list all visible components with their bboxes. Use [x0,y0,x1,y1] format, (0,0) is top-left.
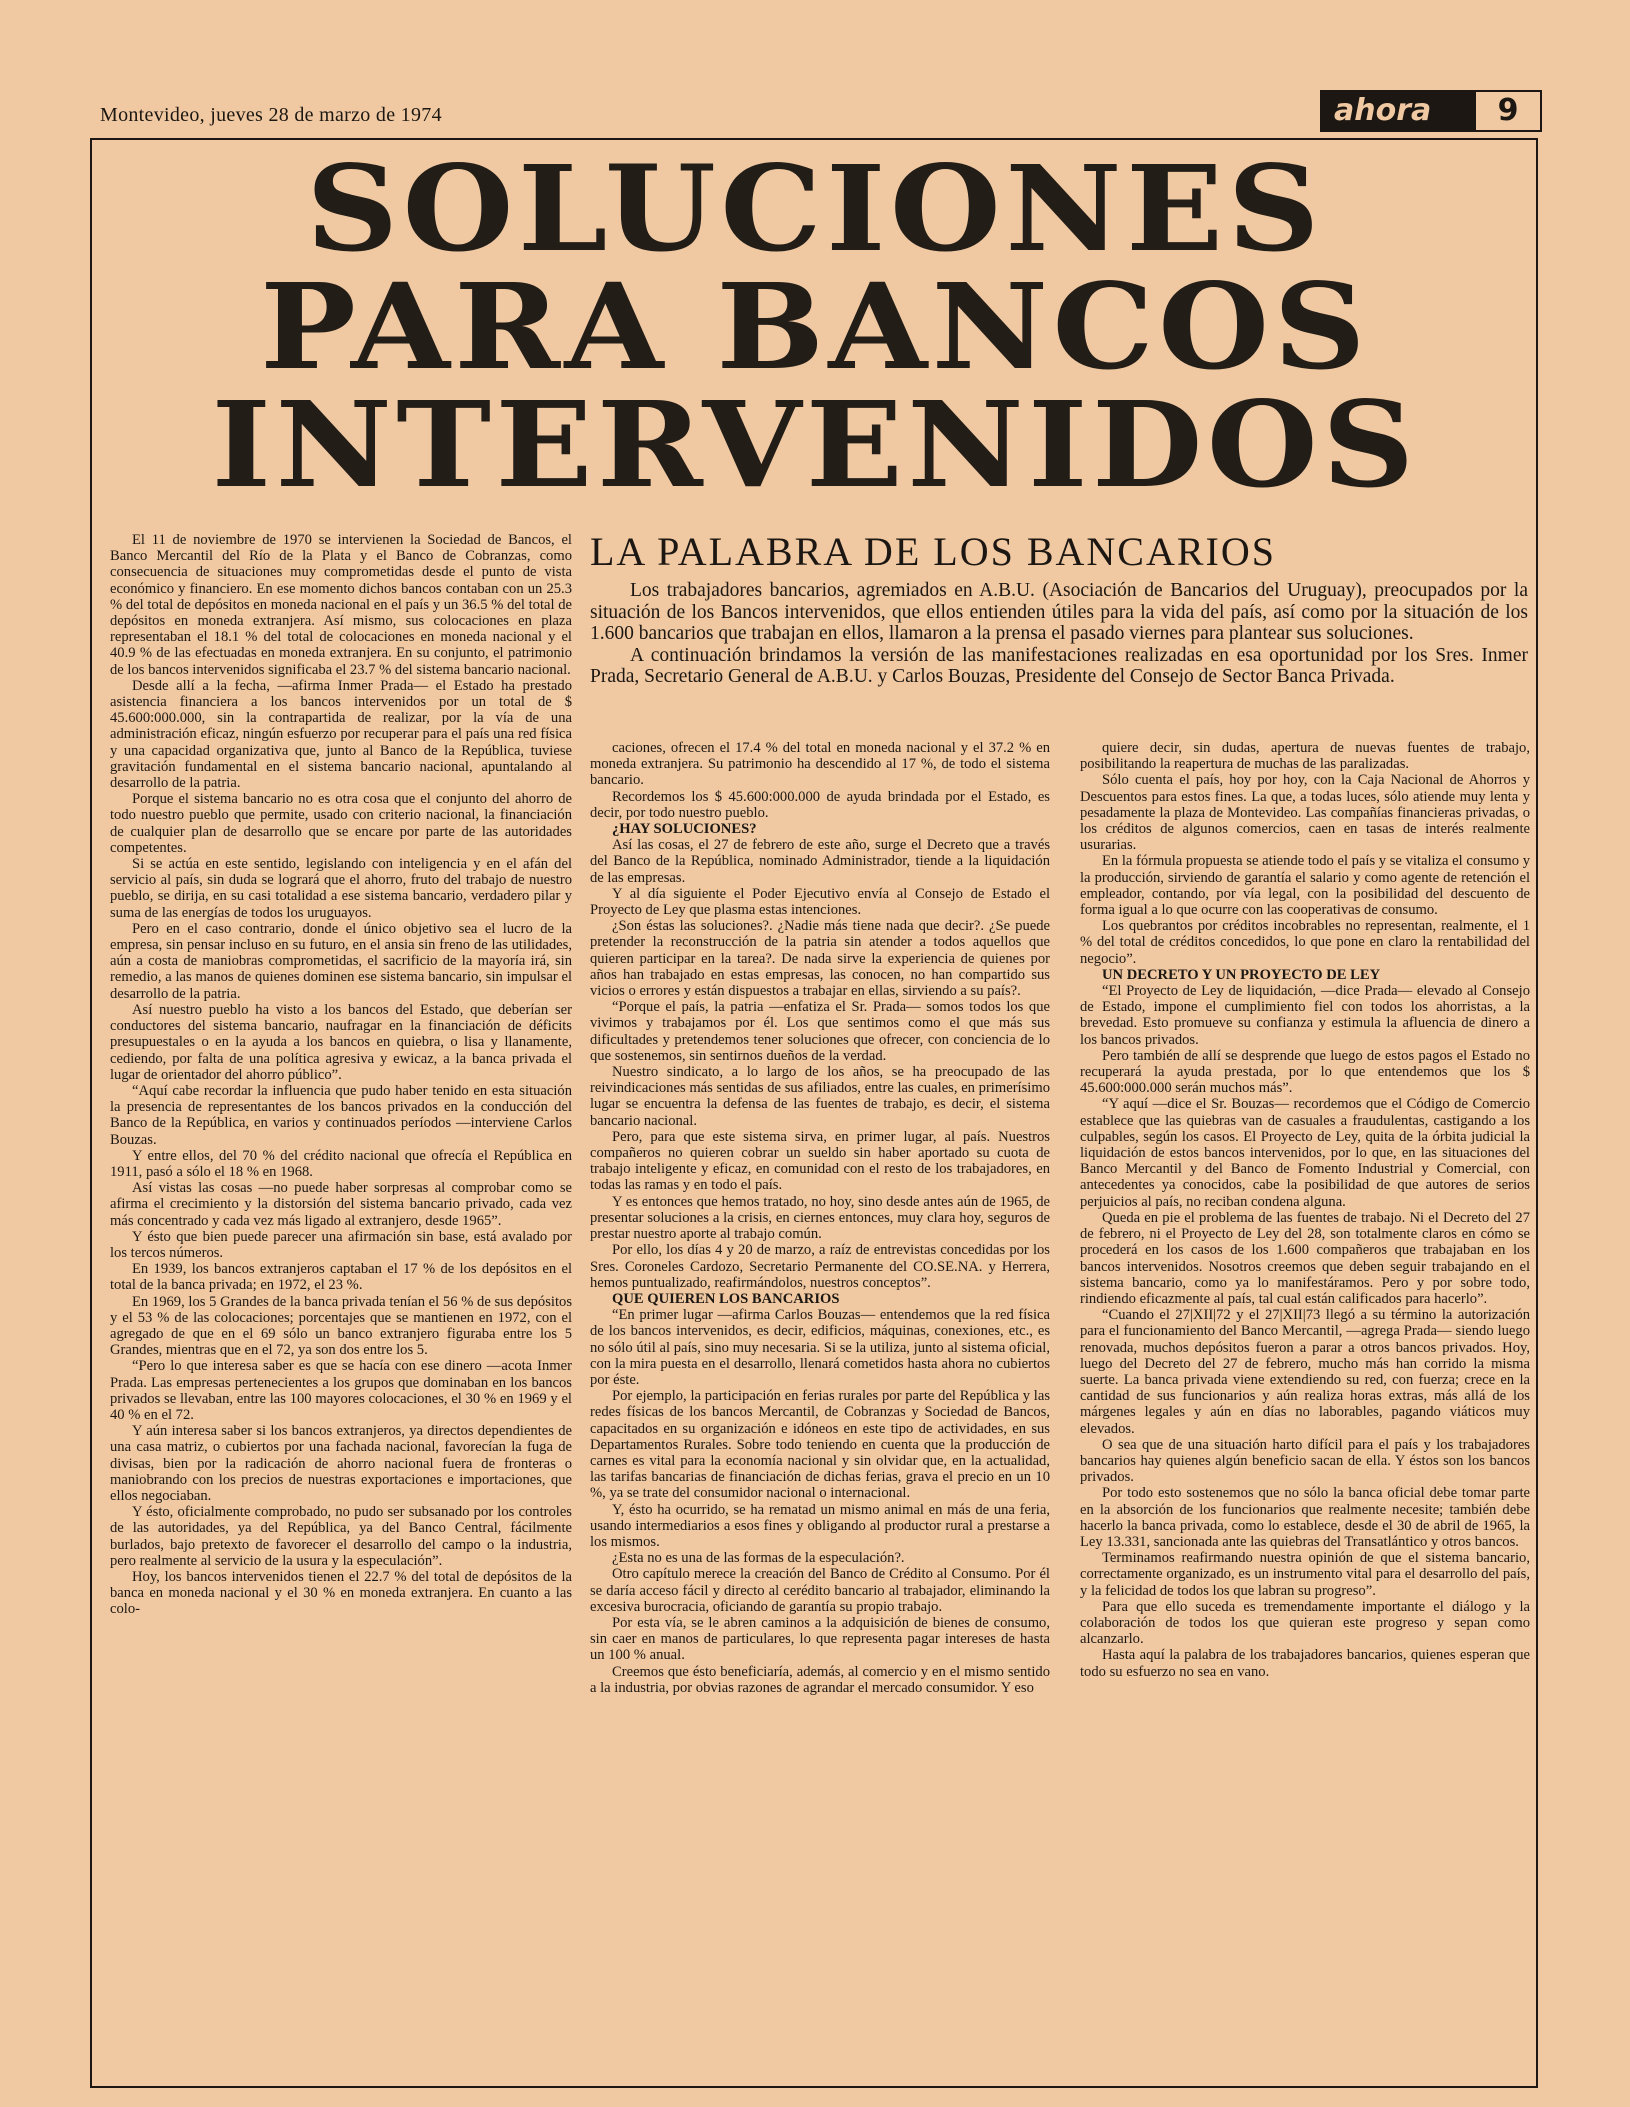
intro-paragraph: A continuación brindamos la versión de las manifestaciones realizadas en esa oportunidad por los Sres. Inmer Prada, Secretario General de A.B.U. y Carlos Bouzas, Presidente del Consejo de Sector Banca Privada. [590,644,1528,687]
section-heading: QUE QUIEREN LOS BANCARIOS [612,1290,840,1307]
article-paragraph: Pero también de allí se desprende que luego de estos pagos el Estado no recuperará la ayuda prestada, por lo que entendemos que los $ 45.600:000.000 serán muchos más”. [1080,1047,1530,1097]
article-paragraph: “Porque el país, la patria —enfatiza el Sr. Prada— somos todos los que vivimos y trabajamos por él. Los que sentimos como el que más sus dificultades y pretendemos tener soluciones que ofrecer, con conciencia de lo que sostenemos, sin sentirnos dueños de la verdad. [590,999,1050,1064]
article-paragraph: “Pero lo que interesa saber es que se hacía con ese dinero —acota Inmer Prada. Las empresas pertenecientes a los grupos que dominaban en los bancos privados se llevaban, entre las 100 mayores colocaciones, el 30 % en 1969 y el 40 % en el 72. [110,1358,572,1423]
article-paragraph: quiere decir, sin dudas, apertura de nuevas fuentes de trabajo, posibilitando la reapertura de muchas de las paralizadas. [1080,740,1530,773]
headline-line: SOLUCIONES [306,139,1324,278]
section-heading: UN DECRETO Y UN PROYECTO DE LEY [1102,966,1381,983]
article-paragraph: Así nuestro pueblo ha visto a los bancos del Estado, que deberían ser conductores del sistema bancario, naufragar en la financiación de déficits presupuestales o en la ayuda a los bancos en quiebra, o lisa y llanamente, cediendo, por falta de una política agresiva y ewicaz, a la banca privada el lugar de orientador del ahorro público”. [110,1001,572,1083]
masthead [1320,90,1542,132]
article-paragraph: Y, ésto ha ocurrido, se ha rematad un mismo animal en más de una feria, usando intermediarios a esos fines y obligando al productor rural a prestarse a los mismos. [590,1501,1050,1550]
article-paragraph: Hasta aquí la palabra de los trabajadores bancarios, quienes esperan que todo su esfuerzo no sea en vano. [1080,1647,1530,1680]
article-paragraph: Y es entonces que hemos tratado, no hoy, sino desde antes aún de 1965, de presentar soluciones a la crisis, en ciernes entonces, muy clara hoy, seguros de prestar nuestro aporte al trabajo común. [590,1193,1050,1243]
article-paragraph: Y ésto, oficialmente comprobado, no pudo ser subsanado por los controles de las autoridades, ya del República, ya del Banco Central, fácilmente burlados, bajo pretexto de favorecer el desarrollo del campo o la industria, pero realmente al servicio de la usura y la especulación”. [110,1504,572,1569]
article-paragraph: Pero, para que este sistema sirva, en primer lugar, al país. Nuestros compañeros no quieren cobrar un sueldo sin haber aportado su cuota de trabajo inteligente y eficaz, en comunidad con el resto de los trabajadores, en todas las ramas y en todo el país. [590,1128,1050,1194]
article-paragraph: O sea que de una situación harto difícil para el país y los trabajadores bancarios hay quienes algún beneficio sacan de ella. Y éstos son los bancos privados. [1080,1436,1530,1486]
article-paragraph: Porque el sistema bancario no es otra cosa que el conjunto del ahorro de todo nuestro pueblo que permite, usado con criterio nacional, la financiación de cualquier plan de desarrollo que se encare por parte de las autoridades competentes. [110,791,572,856]
dateline: Montevideo, jueves 28 de marzo de 1974 [100,104,442,126]
article-paragraph: Y al día siguiente el Poder Ejecutivo envía al Consejo de Estado el Proyecto de Ley que plasma estas intenciones. [590,885,1050,919]
article-paragraph: Otro capítulo merece la creación del Banco de Crédito al Consumo. Por él se daría acceso fácil y directo al cerédito bancario al trabajador, eliminando la excesiva burocracia, oficiando de garantía su propio trabajo. [590,1566,1050,1615]
article-paragraph: “Y aquí —dice el Sr. Bouzas— recordemos que el Código de Comercio establece que las quiebras van de casuales a fraudulentas, castigando a los culpables, según los casos. El Proyecto de Ley, quita de la órbita judicial la liquidación de estos bancos intervenidos, por lo que, en las situaciones del Banco Mercantil y del Banco de Fomento Industrial y Comercial, con antecedentes ya conocidos, cabe la posibilidad de que autores de serios perjuicios al país, no reciban condena alguna. [1080,1096,1530,1210]
article-paragraph: Por ejemplo, la participación en ferias rurales por parte del República y las redes físicas de los bancos Mercantil, de Cobranzas y Sociedad de Bancos, capacitados en su organización e idóneos en este tipo de actividades, en sus Departamentos Rurales. Sobre todo teniendo en cuenta que la producción de carnes es vital para la economía nacional y sin olvidar que, en la actualidad, las tarifas bancarias de financiación de dichas ferias, grava el precio en un 10 %, ya se trate del consumidor nacional o internacional. [590,1388,1050,1502]
article-paragraph: Queda en pie el problema de las fuentes de trabajo. Ni el Decreto del 27 de febrero, ni el Proyecto de Ley del 28, son totalmente claros en cómo se procederá en los casos de los 1.600 compañeros que trabajaban en los bancos intervenidos. Nosotros creemos que deben seguir trabajando en el sistema bancario, como ya lo manifestáramos. Pero y por sobre todo, rindiendo eficazmente al país, tal cual están calificados para hacerlo”. [1080,1209,1530,1307]
article-paragraph: Sólo cuenta el país, hoy por hoy, con la Caja Nacional de Ahorros y Descuentos para estos fines. La que, a todas luces, sólo atiende muy lenta y pesadamente la plaza de Montevideo. Las compañías financieras privadas, o los créditos de algunos comercios, caen en tasas de interés realmente usurarias. [1080,772,1530,854]
article-paragraph: Y aún interesa saber si los bancos extranjeros, ya directos dependientes de una casa matriz, o cubiertos por una fachada nacional, favorecían la fuga de divisas, bien por la radicación de ahorro nacional fuera de fronteras o maniobrando con los precios de nuestras exportaciones e importaciones, que ellos negociaban. [110,1423,572,1504]
article-paragraph: “En primer lugar —afirma Carlos Bouzas— entendemos que la red física de los bancos intervenidos, es decir, edificios, máquinas, conexiones, etc., es no sólo útil al país, sino muy necesaria. Si se la utiliza, junto al sistema oficial, con la mira puesta en el desarrollo, llenará cometidos hasta ahora no cubiertos por éste. [590,1307,1050,1388]
intro-paragraph: Los trabajadores bancarios, agremiados en A.B.U. (Asociación de Bancarios del Uruguay), preocupados por la situación de los Bancos intervenidos, que ellos entienden útiles para la vida del país, así como por la situación de los 1.600 bancarios que trabajan en ellos, llamaron a la prensa el pasado viernes para plantear sus soluciones. [590,580,1528,644]
article-paragraph: En 1969, los 5 Grandes de la banca privada tenían el 56 % de sus depósitos y el 53 % de las colocaciones; porcentajes que se mantienen en 1972, con el agregado de que en el 69 sólo un banco extranjero figuraba entre los 5 Grandes, mientras que en el 72, ya son dos entre los 5. [110,1293,572,1359]
article-paragraph: Así vistas las cosas —no puede haber sorpresas al comprobar como se afirma el crecimiento y la distorsión del sistema bancario privado, cada vez más concentrado y cada vez más ligado al extranjero, desde 1965”. [110,1180,572,1229]
article-paragraph: Por esta vía, se le abren caminos a la adquisición de bienes de consumo, sin caer en manos de particulares, lo que representa pagar intereses de hasta un 100 % anual. [590,1614,1050,1664]
article-paragraph: Creemos que ésto beneficiaría, además, al comercio y en el mismo sentido a la industria, por obvias razones de agrandar el mercado consumidor. Y eso [590,1663,1050,1696]
section-heading: ¿HAY SOLUCIONES? [612,821,757,838]
article-paragraph: En 1939, los bancos extranjeros captaban el 17 % de los depósitos en el total de la banca privada; en 1972, el 23 %. [110,1261,572,1294]
subheadline: LA PALABRA DE LOS BANCARIOS [590,529,1276,574]
article-paragraph: Y entre ellos, del 70 % del crédito nacional que ofrecía el República en 1911, pasó a sólo el 18 % en 1968. [110,1147,572,1180]
article-column-3 [1080,740,1530,2077]
article-paragraph: “Aquí cabe recordar la influencia que pudo haber tenido en esta situación la presencia de representantes de los bancos privados en la conducción del Banco de la República, en varios y continuados períodos —interviene Carlos Bouzas. [110,1082,572,1148]
article-paragraph: El 11 de noviembre de 1970 se intervienen la Sociedad de Bancos, el Banco Mercantil del Río de la Plata y el Banco de Cobranzas, como consecuencia de situaciones muy comprometidas desde el punto de vista económico y financiero. En ese momento dichos bancos contaban con un 25.3 % del total de depósitos en moneda nacional en el país y un 36.5 % del total de depósitos en moneda extranjera. Así mismo, sus colocaciones en plaza representaban el 18.1 % del total de colocaciones en moneda nacional y el 40.9 % de las efectuadas en moneda extranjera. En su conjunto, el patrimonio de los bancos intervenidos significaba el 23.7 % del sistema bancario nacional. [110,532,572,678]
headline-line: INTERVENIDOS [211,375,1419,514]
article-paragraph: “Cuando el 27|XII|72 y el 27|XII|73 llegó a su término la autorización para el funcionamiento del Banco Mercantil, —agrega Prada— siendo luego renovada, muchos depósitos fueron a parar a otros bancos privados. Hoy, luego del Decreto del 27 de febrero, mucho más han corrido la misma suerte. La banca privada viene extendiendo su red, con fuerza; crece en la cantidad de sus funcionarios y aún realiza horas extras, más allá de los márgenes legales y aún en días no laborables, pagando viáticos muy elevados. [1080,1307,1530,1437]
article-paragraph: Nuestro sindicato, a lo largo de los años, se ha preocupado de las reivindicaciones más sentidas de sus afiliados, entre las cuales, en primerísimo lugar se encuentra la defensa de las fuentes de trabajo, es decir, el sistema bancario nacional. [590,1064,1050,1129]
article-paragraph: “El Proyecto de Ley de liquidación, —dice Prada— elevado al Consejo de Estado, impone el cumplimiento fiel con todos los ahorristas, a la brevedad. Esto promueve su confianza y estimula la afluencia de dinero a los bancos privados. [1080,983,1530,1048]
intro-paragraphs [590,580,1528,688]
article-paragraph: Si se actúa en este sentido, legislando con inteligencia y en el afán del servicio al país, sin duda se logrará que el ahorro, fruto del trabajo de nuestro pueblo, se dirija, en su casi totalidad a ese sistema bancario, verdadero pilar y suma de las energías de todos los uruguayos. [110,856,572,921]
article-paragraph: ¿Esta no es una de las formas de la especulación?. [612,1550,905,1567]
article-paragraph: Terminamos reafirmando nuestra opinión de que el sistema bancario, correctamente organizado, es un instrumento vital para el desarrollo del país, y la felicidad de todos los que labran su progreso”. [1080,1550,1530,1599]
masthead-brand: ahora [1322,92,1476,130]
article-paragraph: Así las cosas, el 27 de febrero de este año, surge el Decreto que a través del Banco de la República, nominado Administrador, tiende a la liquidación de las empresas. [590,837,1050,886]
headline-line: PARA BANCOS [260,257,1370,396]
article-paragraph: caciones, ofrecen el 17.4 % del total en moneda nacional y el 37.2 % en moneda extranjera. Su patrimonio ha descendido al 17 %, de todo el sistema bancario. [590,740,1050,789]
article-paragraph: Pero en el caso contrario, donde el único objetivo sea el lucro de la empresa, sin pensar incluso en su futuro, en el ansia sin freno de las utilidades, aún a costa de maniobras comprometidas, el sacrificio de la mayoría irá, sin remedio, a las manos de quienes dominen ese sistema bancario, sin impulsar el desarrollo de la patria. [110,920,572,1002]
article-paragraph: En la fórmula propuesta se atiende todo el país y se vitaliza el consumo y la producción, sirviendo de garantía el salario y como agente de retención el empleador, contando, por vía legal, con la posibilidad del descuento de forma igual a lo que ocurre con las cooperativas de consumo. [1080,853,1530,919]
headline [43,139,1587,514]
article-paragraph: Hoy, los bancos intervenidos tienen el 22.7 % del total de depósitos de la banca en moneda nacional y el 30 % en moneda extranjera. En cuanto a las colo- [110,1569,572,1618]
article-paragraph: Los quebrantos por créditos incobrables no representan, realmente, el 1 % del total de créditos concedidos, lo que pone en claro la rentabilidad del negocio”. [1080,918,1530,967]
article-paragraph: Para que ello suceda es tremendamente importante el diálogo y la colaboración de todos los que quieran este progreso y sepan como alcanzarlo. [1080,1598,1530,1648]
article-paragraph: Por todo esto sostenemos que no sólo la banca oficial debe tomar parte en la absorción de los funcionarios que realmente necesite; también debe hacerlo la banca privada, como lo establece, desde el 30 de abril de 1965, la Ley 13.331, sancionada ante las quiebras del Transatlántico y otros bancos. [1080,1485,1530,1550]
article-paragraph: ¿Son éstas las soluciones?. ¿Nadie más tiene nada que decir?. ¿Se puede pretender la reconstrucción de la patria sin atender a todos aquellos que quieren participar en la tarea?. De nada sirve la experiencia de quienes por años han trabajado en estas empresas, las conocen, no han compartido sus vicios o errores y están dispuestos a trabajar en ellas, sirviendo a su país?. [590,918,1050,1000]
page-number: 9 [1497,93,1519,128]
article-paragraph: Y ésto que bien puede parecer una afirmación sin base, está avalado por los tercos números. [110,1228,572,1261]
article-paragraph: Por ello, los días 4 y 20 de marzo, a raíz de entrevistas concedidas por los Sres. Coroneles Cardozo, Secretario Permanente del CO.SE.NA. y Herrera, hemos puntualizado, reafirmándolos, nuestros conceptos”. [590,1242,1050,1291]
article-column-1 [110,532,572,2077]
article-paragraph: Desde allí a la fecha, —afirma Inmer Prada— el Estado ha prestado asistencia financiera a los bancos intervenidos por un total de $ 45.600:000.000, sin la contrapartida de realizar, por la vía de una administración eficaz, ningún esfuerzo por recuperar para el país una red física y una capacidad organizativa que, junto al Banco de la República, tuviese gravitación fundamental en el sistema bancario nacional, apuntalando al desarrollo de la patria. [110,677,572,792]
article-column-2 [590,740,1050,2077]
article-paragraph: Recordemos los $ 45.600:000.000 de ayuda brindada por el Estado, es decir, por todo nuestro pueblo. [590,788,1050,821]
